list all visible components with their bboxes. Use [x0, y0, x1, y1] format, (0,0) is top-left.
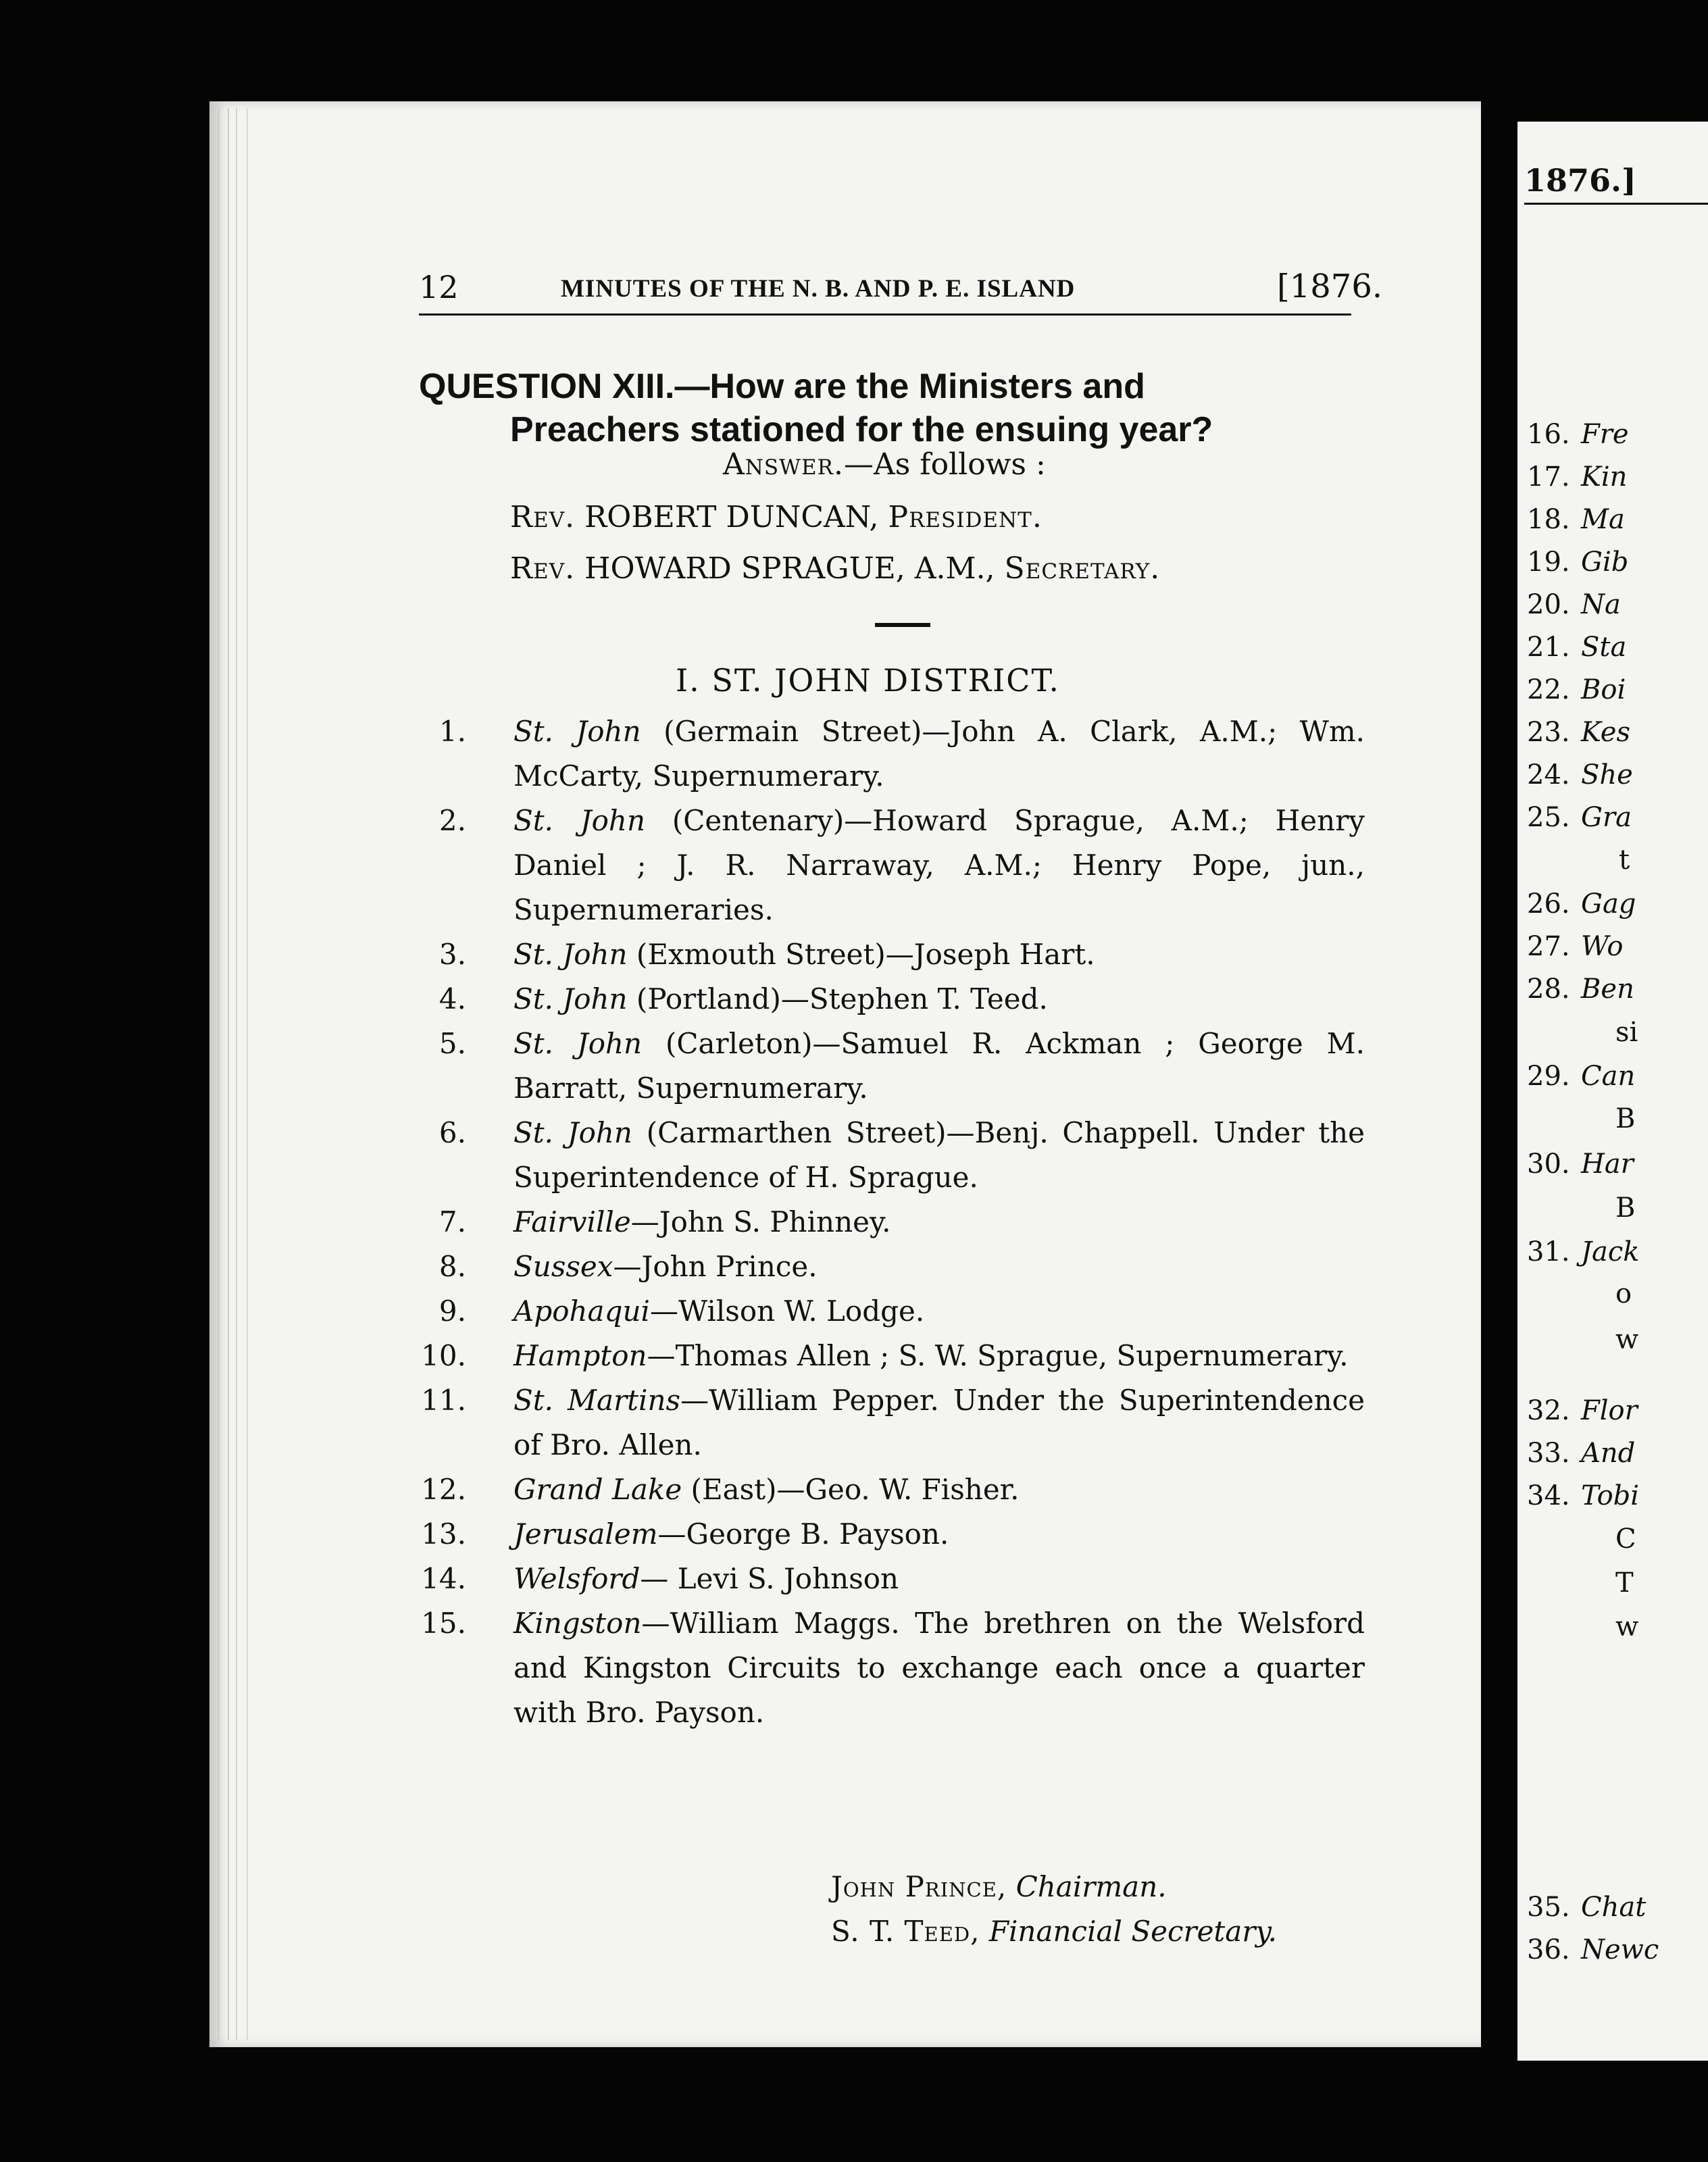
next-page-entry-place: Boi — [1581, 674, 1626, 705]
next-page-continuation: o — [1615, 1278, 1632, 1309]
header-rule — [419, 313, 1351, 316]
next-page-entry — [1527, 1892, 1646, 1923]
station-number: 11. — [421, 1384, 466, 1417]
station-place: St. Martins — [513, 1384, 681, 1417]
next-page-entry-place: Ma — [1581, 504, 1625, 535]
next-page-entry-number: 17. — [1527, 461, 1570, 493]
next-page-entry-number: 31. — [1527, 1236, 1570, 1267]
station-appointment: (Carmarthen Street)—Benj. Chappell. Under the Superintendence of H. Sprague. — [513, 1116, 1365, 1194]
district-title: I. ST. JOHN DISTRICT. — [676, 662, 1061, 699]
signature-block — [831, 1865, 1277, 1954]
next-page-entry-number: 29. — [1527, 1061, 1570, 1092]
station-entry — [419, 1022, 1365, 1111]
station-number: 15. — [421, 1607, 466, 1640]
next-page-entry-number: 19. — [1527, 547, 1570, 578]
next-page-entry — [1527, 1395, 1638, 1426]
next-page-entry-number: 36. — [1527, 1934, 1570, 1965]
next-page-entry-place: She — [1581, 759, 1633, 790]
station-entry — [419, 1601, 1365, 1735]
secretary-name: HOWARD SPRAGUE, A.M., — [584, 551, 995, 586]
next-page-entry — [1527, 504, 1625, 535]
station-place: St. John — [513, 715, 641, 748]
station-place: Welsford — [513, 1562, 640, 1595]
station-entry — [419, 977, 1365, 1022]
president-line — [510, 500, 1043, 534]
next-page-entry-place: Gra — [1581, 802, 1632, 833]
next-page-entry-number: 35. — [1527, 1892, 1570, 1923]
next-page-entry-number: 32. — [1527, 1395, 1570, 1426]
next-page-entry — [1527, 759, 1633, 790]
station-number: 1. — [438, 715, 466, 748]
station-appointment: —Thomas Allen ; S. W. Sprague, Supernumerary. — [647, 1339, 1349, 1372]
next-page-entry — [1527, 888, 1636, 920]
station-appointment: (Portland)—Stephen T. Teed. — [627, 982, 1048, 1015]
next-page-entry-place: Kes — [1581, 717, 1631, 748]
station-number: 4. — [438, 982, 466, 1015]
running-head — [209, 257, 1481, 318]
next-page-continuation: T — [1615, 1567, 1634, 1599]
next-page-entry-place: Har — [1581, 1149, 1634, 1180]
next-page-entry — [1527, 1149, 1634, 1180]
running-year: [1876. — [1277, 268, 1383, 305]
next-page-entry-place: Gib — [1581, 547, 1629, 578]
station-entry — [419, 1557, 1365, 1601]
next-page-continuation: B — [1615, 1192, 1636, 1224]
station-appointment: — Levi S. Johnson — [640, 1562, 899, 1595]
station-place: Hampton — [513, 1339, 647, 1372]
station-place: St. John — [513, 804, 646, 837]
station-place: Fairville — [513, 1205, 631, 1238]
next-page-entry-number: 34. — [1527, 1480, 1570, 1511]
station-appointment: —William Pepper. Under the Superintendence of Bro. Allen. — [513, 1384, 1365, 1461]
station-number: 9. — [438, 1294, 466, 1328]
next-page-entry-place: Fre — [1581, 419, 1629, 450]
station-place: St. John — [513, 982, 628, 1015]
question-heading — [419, 365, 1365, 451]
next-page-entry-place: Sta — [1581, 632, 1627, 663]
next-page-entry — [1527, 717, 1630, 748]
station-place: Apohaqui — [513, 1294, 650, 1328]
next-page-entry-place: Can — [1581, 1061, 1636, 1092]
station-place: St. John — [513, 938, 628, 971]
financial-secretary-signature — [831, 1909, 1277, 1954]
next-page-entry — [1527, 589, 1621, 620]
financial-secretary-role: Financial Secretary. — [988, 1915, 1277, 1948]
station-number: 13. — [421, 1517, 466, 1551]
station-entry — [419, 1289, 1365, 1334]
station-place: Jerusalem — [513, 1517, 658, 1551]
station-place: Kingston — [513, 1607, 642, 1640]
station-entry — [419, 1245, 1365, 1289]
next-page-entry-place: And — [1581, 1438, 1636, 1469]
station-number: 2. — [438, 804, 466, 837]
station-appointment: —John S. Phinney. — [630, 1205, 891, 1238]
next-page-entry-place: Tobi — [1581, 1480, 1640, 1511]
secretary-line — [510, 551, 1160, 586]
station-appointment: —William Maggs. The brethren on the Welsford and Kingston Circuits to exchange each once a quarter with Bro. Payson. — [513, 1607, 1365, 1729]
answer-line — [723, 447, 1046, 482]
station-number: 12. — [421, 1473, 466, 1506]
question-line-1: QUESTION XIII.—How are the Ministers and — [419, 367, 1145, 406]
station-appointment: —Wilson W. Lodge. — [649, 1294, 925, 1328]
station-number: 8. — [438, 1250, 466, 1283]
station-number: 14. — [421, 1562, 466, 1595]
secretary-prefix: Rev. — [510, 551, 576, 586]
page-number: 12 — [419, 269, 459, 305]
next-page-entry-number: 21. — [1527, 632, 1570, 663]
next-page-entry-place: Newc — [1581, 1934, 1659, 1965]
station-appointment: (Exmouth Street)—Joseph Hart. — [627, 938, 1095, 971]
station-appointment: (Carleton)—Samuel R. Ackman ; George M. Barratt, Supernumerary. — [513, 1027, 1365, 1105]
next-page-entry-number: 18. — [1527, 504, 1570, 535]
question-line-2: Preachers stationed for the ensuing year? — [510, 410, 1213, 449]
president-name: ROBERT DUNCAN, — [584, 500, 879, 534]
next-page-entry-number: 16. — [1527, 419, 1570, 450]
next-page-continuation: B — [1615, 1103, 1636, 1134]
next-page-entry — [1527, 974, 1634, 1005]
station-entry — [419, 1512, 1365, 1557]
next-page-entry-place: Ben — [1581, 974, 1634, 1005]
station-entry — [419, 799, 1365, 932]
station-number: 3. — [438, 938, 466, 971]
station-place: St. John — [513, 1027, 643, 1060]
next-page-entry — [1527, 1236, 1640, 1267]
next-page-entry-number: 28. — [1527, 974, 1570, 1005]
book-page-right-partial — [1517, 122, 1708, 2061]
financial-secretary-name: S. T. Teed, — [831, 1915, 980, 1948]
next-page-rule — [1524, 203, 1708, 205]
next-page-entry-place: Kin — [1581, 461, 1628, 493]
station-place: Grand Lake — [513, 1473, 682, 1506]
next-page-entry-number: 26. — [1527, 888, 1570, 920]
next-page-continuation: C — [1615, 1524, 1636, 1555]
next-page-entry — [1527, 802, 1632, 833]
next-page-entry-number: 20. — [1527, 589, 1570, 620]
chairman-name: John Prince, — [831, 1870, 1007, 1903]
station-appointment: (East)—Geo. W. Fisher. — [682, 1473, 1020, 1506]
next-page-entry-number: 33. — [1527, 1438, 1570, 1469]
next-page-entry-place: Flor — [1581, 1395, 1638, 1426]
next-page-entry — [1527, 461, 1627, 493]
station-entry — [419, 709, 1365, 799]
station-appointment: (Centenary)—Howard Sprague, A.M.; Henry Daniel ; J. R. Narraway, A.M.; Henry Pope, jun., Supernumeraries. — [513, 804, 1365, 926]
next-page-entry-number: 27. — [1527, 931, 1570, 962]
next-page-entry — [1527, 1934, 1659, 1965]
section-divider — [875, 623, 930, 627]
next-page-continuation: si — [1615, 1017, 1638, 1048]
station-entry — [419, 1378, 1365, 1467]
president-title: President. — [888, 500, 1043, 534]
book-page-left — [209, 101, 1481, 2047]
station-number: 6. — [438, 1116, 466, 1149]
next-page-entry-place: Jack — [1581, 1236, 1640, 1267]
station-place: Sussex — [513, 1250, 613, 1283]
station-entry — [419, 1334, 1365, 1378]
answer-text: —As follows : — [843, 447, 1046, 482]
station-place: St. John — [513, 1116, 632, 1149]
running-title: MINUTES OF THE N. B. AND P. E. ISLAND — [561, 275, 1076, 303]
page-edges — [218, 108, 248, 2040]
next-page-entry-number: 22. — [1527, 674, 1570, 705]
next-page-entry-number: 23. — [1527, 717, 1570, 748]
next-page-entry — [1527, 547, 1628, 578]
station-entry — [419, 1111, 1365, 1200]
next-page-entry-number: 25. — [1527, 802, 1570, 833]
station-appointment: —George B. Payson. — [657, 1517, 949, 1551]
next-page-entry — [1527, 1061, 1635, 1092]
next-page-continuation: t — [1619, 845, 1630, 876]
station-entry — [419, 1467, 1365, 1512]
station-number: 7. — [438, 1205, 466, 1238]
station-entry — [419, 932, 1365, 977]
station-number: 5. — [438, 1027, 466, 1060]
station-list — [419, 709, 1365, 1735]
next-page-year: 1876.] — [1524, 162, 1636, 199]
next-page-continuation: w — [1615, 1611, 1639, 1642]
station-appointment: —John Prince. — [613, 1250, 818, 1283]
next-page-entry-place: Chat — [1581, 1892, 1647, 1923]
next-page-entry — [1527, 1438, 1635, 1469]
next-page-entry — [1527, 674, 1626, 705]
station-entry — [419, 1200, 1365, 1245]
answer-label: Answer. — [723, 447, 844, 482]
next-page-entry — [1527, 419, 1629, 450]
next-page-entry-number: 24. — [1527, 759, 1570, 790]
chairman-role: Chairman. — [1015, 1870, 1167, 1903]
next-page-entry-place: Na — [1581, 589, 1621, 620]
next-page-entry-place: Wo — [1581, 931, 1624, 962]
station-number: 10. — [421, 1339, 466, 1372]
next-page-entry-place: Gag — [1581, 888, 1636, 920]
president-prefix: Rev. — [510, 500, 576, 534]
chairman-signature — [831, 1865, 1277, 1909]
station-appointment: (Germain Street)—John A. Clark, A.M.; Wm. McCarty, Supernumerary. — [513, 715, 1365, 793]
secretary-title: Secretary. — [1004, 551, 1161, 586]
next-page-entry — [1527, 931, 1623, 962]
next-page-entry — [1527, 632, 1626, 663]
next-page-entry — [1527, 1480, 1639, 1511]
next-page-continuation: w — [1615, 1324, 1639, 1355]
next-page-entry-number: 30. — [1527, 1149, 1570, 1180]
